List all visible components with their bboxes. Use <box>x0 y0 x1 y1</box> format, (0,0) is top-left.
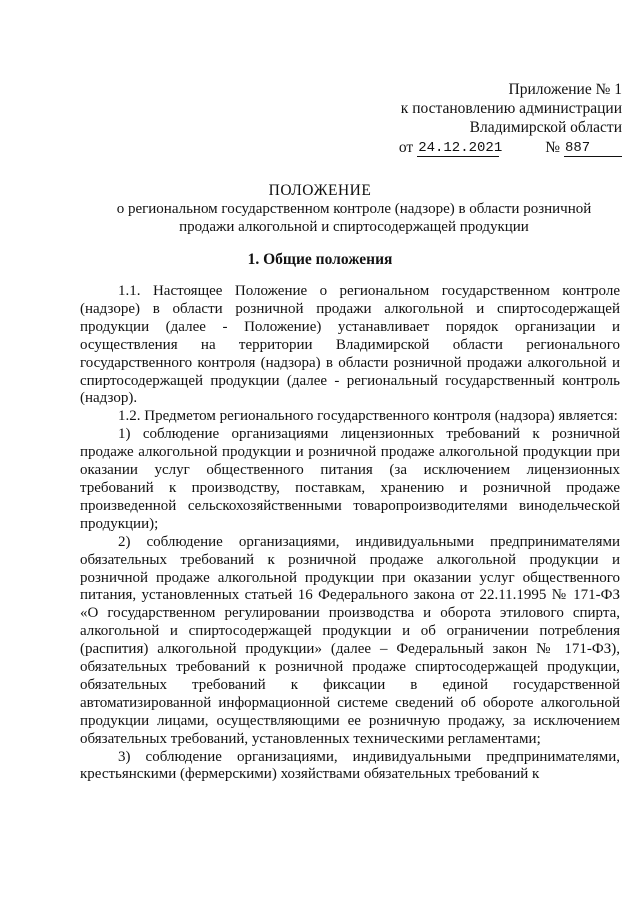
paragraph-item-2: 2) соблюдение организациями, индивидуальными предпринимателями обязательных требований к розничной продаже алкогольной продукции и розничной продаже алкогольной продукции при оказании услуг общественного питания, установленных статьей 16 Федерального закона от 22.11.1995 № 171-ФЗ «О государственном регулировании производства и оборота этилового спирта, алкогольной и спиртосодержащей продукции и об ограничении потребления (распития) алкогольной продукции» (далее – Федеральный закон № 171-ФЗ), обязательных требований к розничной продаже спиртосодержащей продукции, обязательных требований к фиксации в единой государственной автоматизированной информационной системе сведений об обороте алкогольной продукции лицами, осуществляющими ее розничную продажу, за исключением обязательных требований, установленных техническими регламентами; <box>80 533 620 747</box>
document-title: ПОЛОЖЕНИЕ <box>268 182 372 199</box>
paragraph-item-1: 1) соблюдение организациями лицензионных требований к розничной продаже алкогольной продукции и розничной продаже алкогольной продукции при оказании услуг общественного питания (за исключением лицензионных требований к производству, поставкам, хранению и розничной продаже произведенной сельскохозяйственными товаропроизводителями винодельческой продукции); <box>80 426 620 532</box>
date-label: от <box>398 139 414 156</box>
annex-region-line: Владимирской области <box>469 119 622 136</box>
number-label: № <box>545 139 560 156</box>
paragraph-1-2: 1.2. Предметом регионального государственного контроля (надзора) является: <box>118 408 618 425</box>
resolution-number: 887 <box>564 140 622 157</box>
annex-resolution-line: к постановлению администрации <box>400 100 622 117</box>
document-body <box>80 283 620 784</box>
document-subtitle: о региональном государственном контроле (надзоре) в области розничной продажи алкогольной и спиртосодержащей продукции <box>116 201 592 235</box>
resolution-date: 24.12.2021 <box>418 140 503 156</box>
annex-title: Приложение № 1 <box>508 81 622 98</box>
annex-block <box>399 80 622 157</box>
paragraph-item-3: 3) соблюдение организациями, индивидуальными предпринимателями, крестьянскими (фермерскими) хозяйствами обязательных требований к <box>80 748 620 783</box>
section-heading: 1. Общие положения <box>247 251 393 268</box>
paragraph-1-1: 1.1. Настоящее Положение о региональном государственном контроле (надзоре) в области розничной продажи алкогольной и спиртосодержащей продукции (далее - Положение) устанавливает порядок организации и осуществления на территории Владимирской области регионального государственного контроля (надзора) в области розничной продажи алкогольной и спиртосодержащей продукции (далее - региональный государственный контроль (надзор). <box>80 283 620 407</box>
annex-date-number <box>399 138 622 157</box>
